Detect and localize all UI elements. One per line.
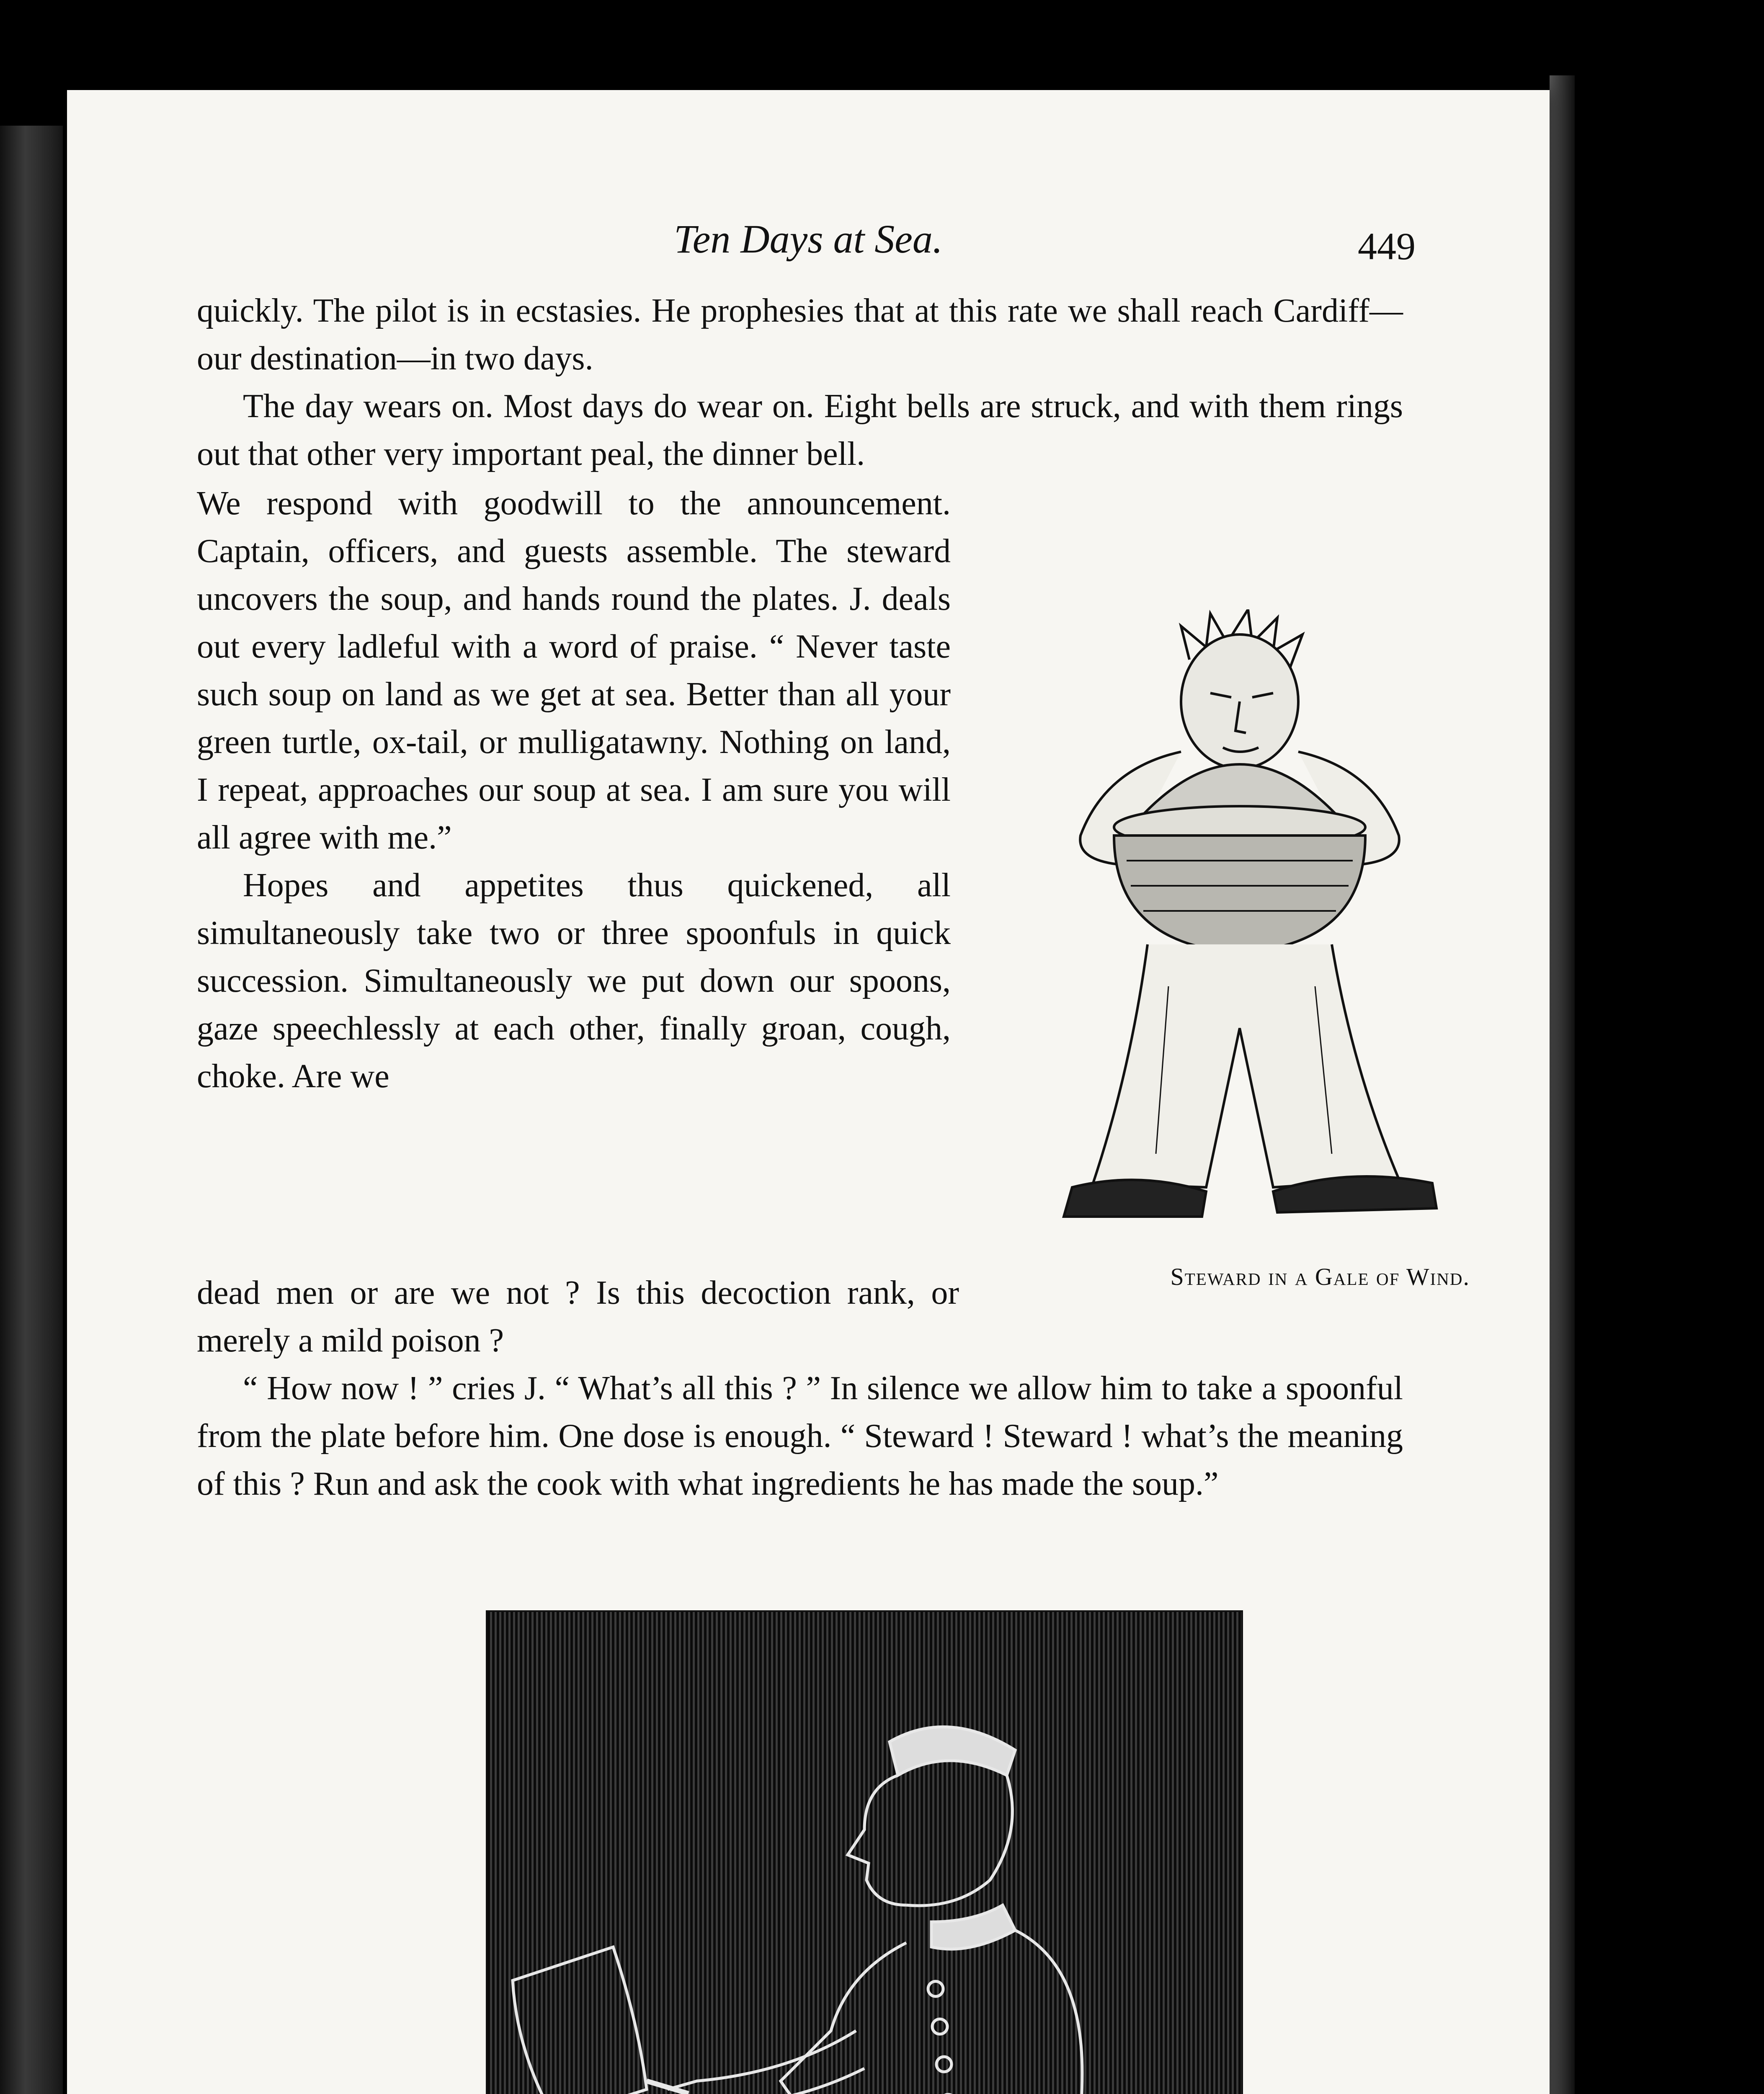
book-edge-shadow: [1550, 75, 1575, 2094]
paragraph-2: The day wears on. Most days do wear on. Eight bells are struck, and with them rings out that other very important peal, the dinner bell.: [197, 388, 1403, 472]
left-page-edge: [0, 126, 63, 2094]
running-head: Ten Days at Sea.: [674, 217, 943, 261]
book-page: [67, 90, 1550, 2094]
paragraph-3b: dead men or are we not ? Is this decoction rank, or merely a mild poison ?: [197, 1274, 959, 1359]
body-text-mid: [197, 1269, 1403, 1508]
steward-illustration: [1030, 609, 1457, 1258]
steward-caption: Steward in a Gale of Wind.: [1170, 1263, 1470, 1290]
paragraph-2b: We respond with goodwill to the announcement. Captain, officers, and guests assemble. The steward uncovers the soup, and hands round the plates. J. deals out every ladleful with a word of praise. “ Never taste such soup on land as we get at sea. Better than all your green turtle, ox-tail, or mulligatawny. Nothing on land, I repeat, approaches our soup at sea. I am sure you will all agree with me.”: [197, 485, 951, 856]
paragraph-4: “ How now ! ” cries J. “ What’s all this ? ” In silence we allow him to take a spoonful from the plate before him. One dose is enough. “ Steward ! Steward ! what’s the meaning of this ? Run and ask the cook with what ingredients he has made the soup.”: [197, 1370, 1403, 1502]
page-number: 449: [1358, 225, 1416, 268]
cook-figure: [487, 1612, 1241, 2094]
body-text-top: [197, 287, 1403, 478]
paragraph-1: quickly. The pilot is in ecstasies. He prophesies that at this rate we shall reach Cardiff—our destination—in two days.: [197, 292, 1403, 377]
paragraph-3: Hopes and appetites thus quickened, all simultaneously take two or three spoonfuls in quick succession. Simultaneously we put down our spoons, gaze speechlessly at each other, finally groan, cough, choke. Are we: [197, 867, 951, 1095]
body-text-narrow: [197, 480, 951, 1100]
cook-illustration: [486, 1610, 1243, 2094]
